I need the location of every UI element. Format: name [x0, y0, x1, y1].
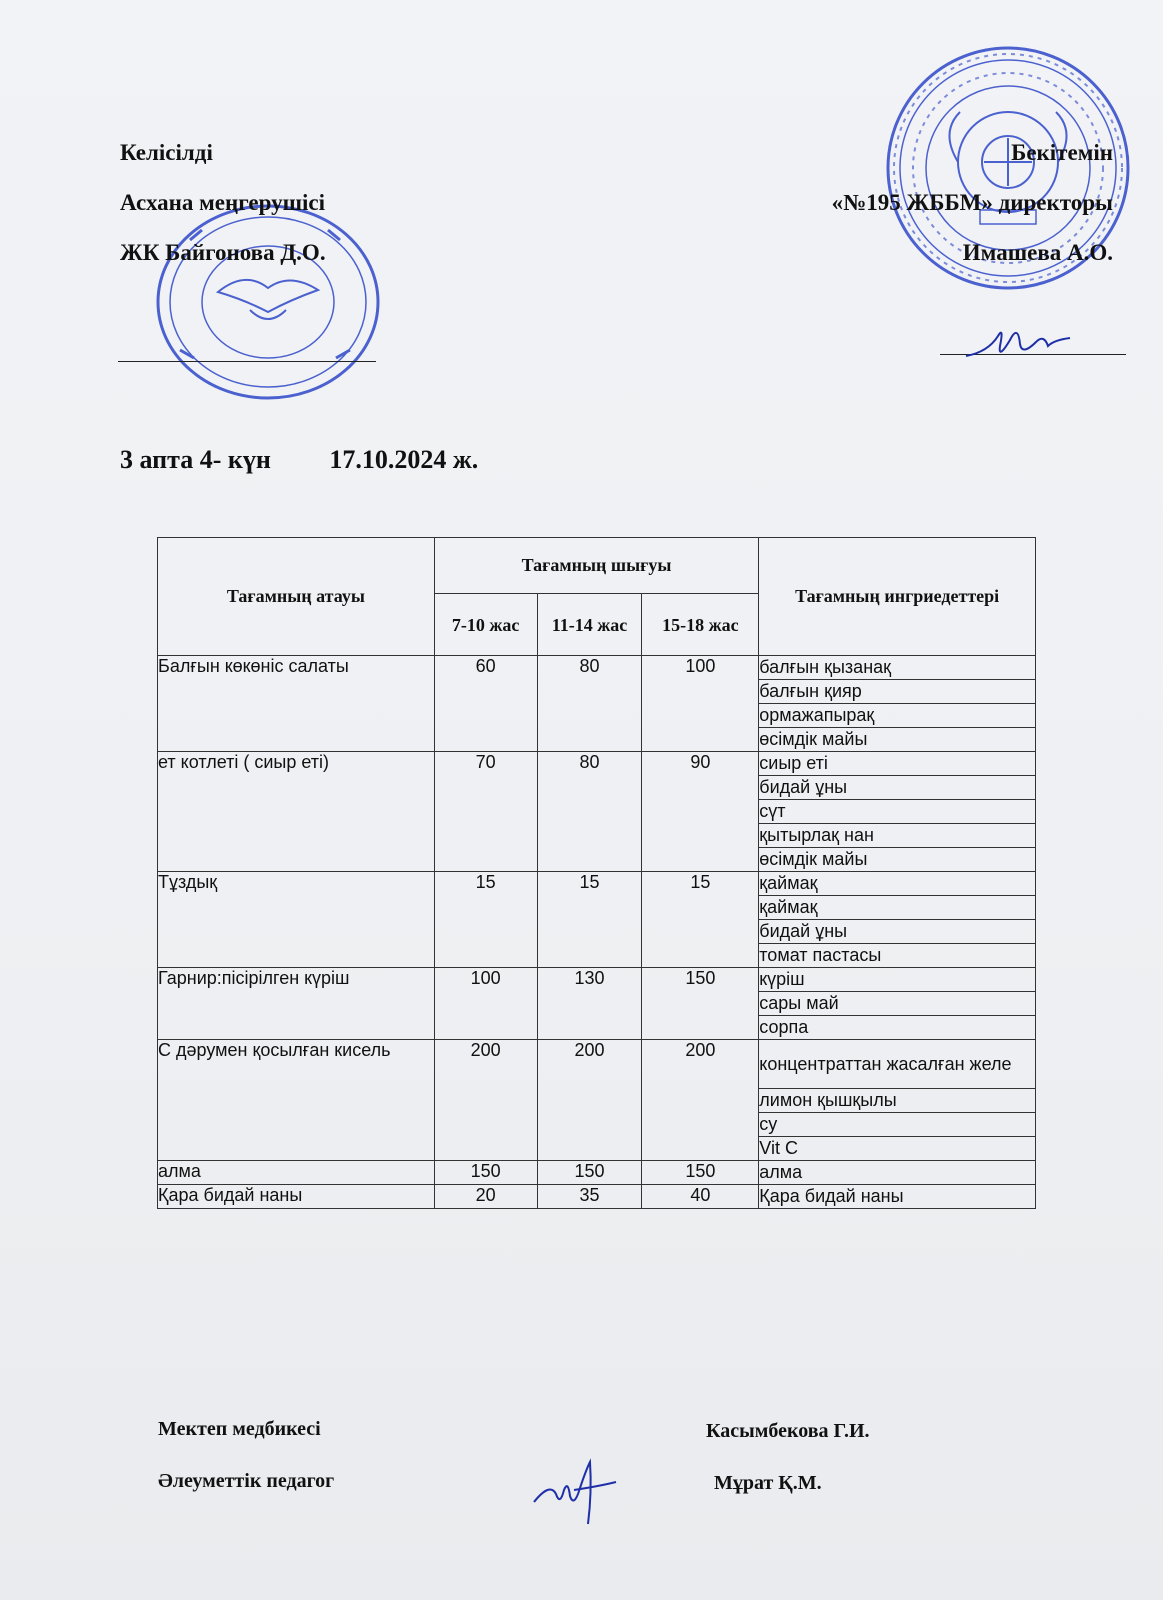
nurse-name: Касымбекова Г.И. — [706, 1420, 870, 1442]
day-heading — [120, 445, 478, 475]
dish-name: С дәрумен қосылған кисель — [158, 1040, 435, 1161]
ingredient: балғын қызанақ — [759, 656, 1036, 680]
header-yield: Тағамның шығуы — [434, 538, 759, 594]
ingredient: алма — [759, 1161, 1036, 1185]
ingredient: қытырлақ нан — [759, 824, 1036, 848]
ingredient: сүт — [759, 800, 1036, 824]
nurse-title: Мектеп медбикесі — [158, 1418, 321, 1440]
header-age-11-14: 11-14 жас — [537, 594, 642, 656]
social-pedagog-title: Әлеуметтік педагог — [158, 1470, 335, 1492]
ingredient: бидай ұны — [759, 920, 1036, 944]
yield-15-18: 100 — [642, 656, 759, 752]
yield-11-14: 35 — [537, 1185, 642, 1209]
yield-15-18: 150 — [642, 1161, 759, 1185]
table-row — [158, 752, 1036, 776]
yield-15-18: 40 — [642, 1185, 759, 1209]
ingredient: томат пастасы — [759, 944, 1036, 968]
header-age-7-10: 7-10 жас — [434, 594, 537, 656]
dish-name: Қара бидай наны — [158, 1185, 435, 1209]
table-row — [158, 1040, 1036, 1089]
yield-7-10: 15 — [434, 872, 537, 968]
ingredient: ормажапырақ — [759, 704, 1036, 728]
table-row — [158, 1161, 1036, 1185]
ingredient: күріш — [759, 968, 1036, 992]
yield-7-10: 20 — [434, 1185, 537, 1209]
agreed-label: Келісілді — [120, 140, 213, 165]
yield-11-14: 200 — [537, 1040, 642, 1161]
ingredient: балғын қияр — [759, 680, 1036, 704]
director-title: «№195 ЖББМ» директоры — [831, 190, 1113, 215]
header-ingredients: Тағамның ингриедеттері — [759, 538, 1036, 656]
dish-name: ет котлеті ( сиыр еті) — [158, 752, 435, 872]
ingredient: Vit C — [759, 1137, 1036, 1161]
header-age-15-18: 15-18 жас — [642, 594, 759, 656]
social-pedagog-name: Мұрат Қ.М. — [714, 1472, 822, 1494]
ingredient: өсімдік майы — [759, 848, 1036, 872]
table-row — [158, 656, 1036, 680]
header-dish-name: Тағамның атауы — [158, 538, 435, 656]
ingredient: қаймақ — [759, 872, 1036, 896]
pedagog-signature — [530, 1452, 620, 1532]
table-row — [158, 968, 1036, 992]
ingredient: сорпа — [759, 1016, 1036, 1040]
table-row — [158, 1185, 1036, 1209]
director-signature — [958, 316, 1078, 364]
dish-name: Тұздық — [158, 872, 435, 968]
canteen-head-title: Асхана меңгерушісі — [120, 190, 326, 215]
menu-date: 17.10.2024 ж. — [329, 445, 479, 474]
week-day-label: 3 апта 4- күн — [120, 445, 271, 474]
dish-name: Гарнир:пісірілген күріш — [158, 968, 435, 1040]
menu-table — [157, 537, 1036, 1209]
yield-7-10: 60 — [434, 656, 537, 752]
ingredient: лимон қышқылы — [759, 1089, 1036, 1113]
ingredient: сиыр еті — [759, 752, 1036, 776]
table-row — [158, 872, 1036, 896]
yield-15-18: 150 — [642, 968, 759, 1040]
yield-11-14: 80 — [537, 656, 642, 752]
yield-7-10: 150 — [434, 1161, 537, 1185]
approval-left-block — [120, 128, 326, 278]
director-name: Имашева А.О. — [962, 240, 1113, 265]
signature-line-left — [118, 361, 376, 362]
approval-right-block — [832, 128, 1113, 278]
yield-11-14: 150 — [537, 1161, 642, 1185]
ingredient: су — [759, 1113, 1036, 1137]
approved-label: Бекітемін — [1011, 140, 1113, 165]
yield-7-10: 100 — [434, 968, 537, 1040]
yield-7-10: 200 — [434, 1040, 537, 1161]
yield-15-18: 90 — [642, 752, 759, 872]
canteen-head-name: ЖК Байгонова Д.О. — [120, 240, 326, 265]
ingredient: өсімдік майы — [759, 728, 1036, 752]
yield-11-14: 130 — [537, 968, 642, 1040]
ingredient: қаймақ — [759, 896, 1036, 920]
yield-7-10: 70 — [434, 752, 537, 872]
yield-11-14: 15 — [537, 872, 642, 968]
dish-name: Балғын көкөніс салаты — [158, 656, 435, 752]
ingredient: сары май — [759, 992, 1036, 1016]
ingredient: концентраттан жасалған желе — [759, 1040, 1036, 1089]
ingredient: бидай ұны — [759, 776, 1036, 800]
yield-15-18: 200 — [642, 1040, 759, 1161]
yield-15-18: 15 — [642, 872, 759, 968]
dish-name: алма — [158, 1161, 435, 1185]
yield-11-14: 80 — [537, 752, 642, 872]
ingredient: Қара бидай наны — [759, 1185, 1036, 1209]
